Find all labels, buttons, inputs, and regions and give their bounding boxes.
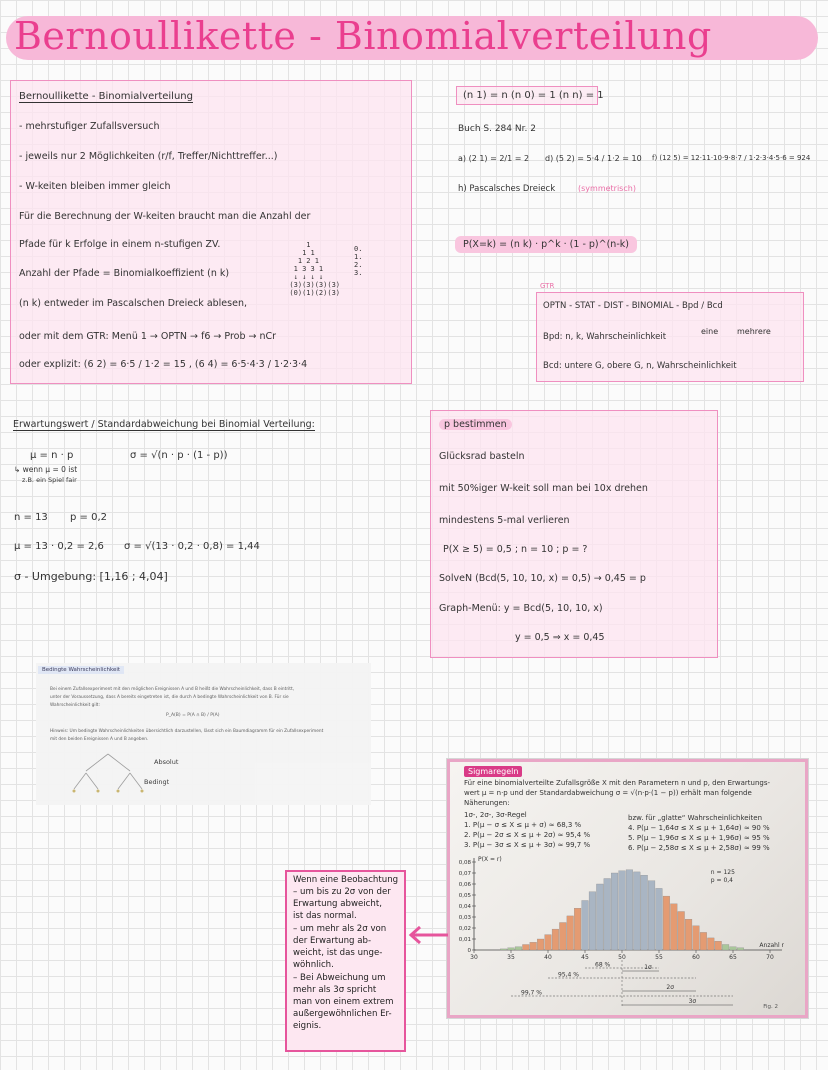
- exercise-d: d) (5 2) = 5·4 / 1·2 = 10: [545, 154, 642, 163]
- distribution-bar: [685, 919, 692, 950]
- distribution-bar: [656, 888, 663, 950]
- distribution-bar: [500, 949, 507, 950]
- erwartung-sigma: σ = √(n · p · (1 - p)): [130, 450, 228, 461]
- y-tick-label: 0,05: [458, 893, 471, 899]
- p-line-6: Graph-Menü: y = Bcd(5, 10, 10, x): [439, 603, 603, 614]
- note-line-2: – um bis zu 2σ von der: [293, 887, 391, 897]
- gtr-bcd: Bcd: untere G, obere G, n, Wahrscheinlichkeit: [543, 361, 737, 371]
- x-tick-label: 35: [507, 954, 515, 961]
- distribution-bar: [604, 879, 611, 951]
- distribution-bar: [737, 948, 744, 950]
- distribution-bar: [678, 912, 685, 951]
- distribution-bar: [663, 896, 670, 950]
- bernoulli-line-2: - jeweils nur 2 Möglichkeiten (r/f, Treffer/Nichttreffer...): [19, 151, 278, 162]
- distribution-bar: [522, 945, 529, 951]
- erwartung-mu: μ = n · p: [30, 450, 74, 461]
- distribution-bar: [648, 881, 655, 950]
- scan-bedingt: Bedingt: [144, 778, 170, 786]
- x-tick-label: 45: [581, 954, 589, 961]
- y-tick-label: 0,03: [458, 915, 471, 921]
- note-line-6: der Erwartung ab-: [293, 936, 372, 946]
- erwartung-mu-calc: μ = 13 · 0,2 = 2,6: [14, 541, 104, 552]
- p-line-3: mindestens 5-mal verlieren: [439, 515, 570, 526]
- distribution-bar: [574, 908, 581, 950]
- gtr-eine: eine: [701, 327, 719, 336]
- y-tick-label: 0,08: [458, 860, 471, 866]
- half-interval-label: 2σ: [666, 984, 675, 991]
- p-line-7: y = 0,5 ⇒ x = 0,45: [515, 632, 605, 643]
- binomial-distribution-chart: [450, 854, 799, 1012]
- exercise-h: h) Pascalsches Dreieck: [458, 184, 556, 194]
- exercise-h-note: (symmetrisch): [578, 184, 636, 193]
- binomial-identities: (n 1) = n (n 0) = 1 (n n) = 1: [456, 86, 598, 105]
- note-line-12: außergewöhnlichen Er-: [293, 1009, 392, 1019]
- scan-text-5: mit den beiden Ereignissen A und B angeben.: [50, 737, 149, 742]
- page-title: Bernoullikette - Binomialverteilung: [14, 14, 712, 58]
- y-tick-label: 0,06: [458, 882, 471, 888]
- note-line-13: eignis.: [293, 1021, 322, 1031]
- erwartung-fair-2: z.B. ein Spiel fair: [22, 476, 77, 484]
- p-line-2: mit 50%iger W-keit soll man bei 10x drehen: [439, 483, 648, 494]
- y-tick-label: 0,07: [458, 871, 471, 877]
- note-line-7: weicht, ist das unge-: [293, 948, 383, 958]
- half-interval-label: 3σ: [688, 998, 697, 1005]
- x-tick-label: 30: [470, 954, 478, 961]
- distribution-bar: [545, 935, 552, 950]
- p-line-4: P(X ≥ 5) = 0,5 ; n = 10 ; p = ?: [443, 544, 588, 555]
- note-line-10: mehr als 3σ spricht: [293, 985, 377, 995]
- bernoulli-line-9: oder explizit: (6 2) = 6·5 / 1·2 = 15 , (6 4) = 6·5·4·3 / 1·2·3·4: [19, 359, 308, 370]
- sigma-rule-2: 2. P(μ − 2σ ≤ X ≤ μ + 2σ) ≈ 95,4 %: [464, 831, 591, 839]
- bernoulli-line-5: Pfade für k Erfolge in einem n-stufigen ZV.: [19, 239, 221, 250]
- sigmaregeln-heading: Sigmaregeln: [464, 766, 522, 777]
- p-bestimmen-heading: p bestimmen: [439, 419, 512, 430]
- x-tick-label: 50: [618, 954, 626, 961]
- y-tick-label: 0: [467, 948, 471, 954]
- scan-absolut: Absolut: [154, 758, 179, 766]
- note-line-5: – um mehr als 2σ von: [293, 924, 387, 934]
- scan-formula: P_A(B) = P(A ∩ B) / P(A): [166, 713, 220, 718]
- distribution-bar: [582, 901, 589, 951]
- erwartung-fair-1: ↳ wenn μ = 0 ist: [14, 465, 78, 474]
- distribution-bar: [537, 939, 544, 950]
- x-tick-label: 70: [766, 954, 774, 961]
- note-line-8: wöhnlich.: [293, 960, 334, 970]
- distribution-bar: [589, 892, 596, 950]
- gtr-bpd: Bpd: n, k, Wahrscheinlichkeit: [543, 332, 667, 342]
- note-line-11: man von einem extrem: [293, 997, 394, 1007]
- arrow-to-photo: [406, 924, 450, 946]
- gtr-tag: GTR: [540, 282, 555, 290]
- y-tick-label: 0,01: [458, 937, 471, 943]
- scan-tree-diagram: [66, 751, 151, 795]
- note-line-9: – Bei Abweichung um: [293, 973, 386, 983]
- gtr-box: [536, 292, 804, 382]
- bernoulli-line-4: Für die Berechnung der W-keiten braucht man die Anzahl der: [19, 211, 311, 222]
- sigma-rule-6: 6. P(μ − 2,58σ ≤ X ≤ μ + 2,58σ) ≈ 99 %: [628, 844, 770, 852]
- note-line-4: ist das normal.: [293, 911, 357, 921]
- distribution-bar: [722, 945, 729, 951]
- conditional-probability-scan: [36, 663, 371, 805]
- distribution-bar: [715, 941, 722, 950]
- bernoulli-line-8: oder mit dem GTR: Menü 1 → OPTN → f6 → Prob → nCr: [19, 331, 277, 342]
- erwartung-sigma-calc: σ = √(13 · 0,2 · 0,8) = 1,44: [124, 541, 260, 552]
- sigma-umgebung: σ - Umgebung: [1,16 ; 4,04]: [14, 570, 168, 583]
- distribution-bar: [508, 948, 515, 950]
- x-tick-label: 60: [692, 954, 700, 961]
- pascal-row-index: 0. 1. 2. 3.: [354, 245, 363, 277]
- bernoulli-box: [10, 80, 412, 384]
- scan-text-1: Bei einem Zufallsexperiment mit den möglichen Ereignissen A und B heißt die Wahrscheinlichkeit, dass B eintritt,: [50, 687, 295, 692]
- distribution-bar: [700, 932, 707, 950]
- p-bestimmen-box: [430, 410, 718, 658]
- erwartung-n: n = 13: [14, 512, 48, 523]
- distribution-bar: [596, 884, 603, 950]
- distribution-bar: [611, 873, 618, 950]
- figure-label: Fig. 2: [763, 1004, 778, 1010]
- distribution-bar: [670, 904, 677, 950]
- sigma-left-title: 1σ-, 2σ-, 3σ-Regel: [464, 811, 527, 819]
- sigma-intro-2: wert μ = n·p und der Standardabweichung σ = √(n·p·(1 − p)) erhält man folgende: [464, 789, 752, 797]
- sigma-intro-3: Näherungen:: [464, 799, 510, 807]
- x-tick-label: 55: [655, 954, 663, 961]
- distribution-bar: [707, 938, 714, 950]
- sigma-rule-3: 3. P(μ − 3σ ≤ X ≤ μ + 3σ) ≈ 99,7 %: [464, 841, 591, 849]
- distribution-bar: [619, 871, 626, 950]
- distribution-bar: [626, 870, 633, 950]
- bernoulli-line-7: (n k) entweder im Pascalschen Dreieck ablesen,: [19, 298, 247, 309]
- sigma-right-title: bzw. für „glatte“ Wahrscheinlichkeiten: [628, 814, 763, 822]
- y-axis-label: P(X = r): [478, 856, 502, 863]
- interval-label: 99,7 %: [521, 989, 542, 997]
- distribution-bar: [730, 947, 737, 950]
- sigmaregeln-photo: [447, 759, 808, 1018]
- scan-heading: Bedingte Wahrscheinlichkeit: [38, 666, 124, 674]
- gtr-mehrere: mehrere: [737, 327, 771, 336]
- distribution-bar: [515, 947, 522, 950]
- distribution-bar: [567, 916, 574, 950]
- distribution-bar: [693, 926, 700, 950]
- sigma-intro-1: Für eine binomialverteilte Zufallsgröße X mit den Parametern n und p, den Erwartungs-: [464, 779, 771, 787]
- interval-label: 68 %: [595, 961, 611, 969]
- interval-label: 95,4 %: [558, 971, 579, 979]
- exercise-a: a) (2 1) = 2/1 = 2: [458, 154, 530, 163]
- x-axis-label: Anzahl r: [759, 942, 784, 949]
- distribution-bar: [552, 929, 559, 950]
- scan-text-3: Wahrscheinlichkeit gilt:: [50, 703, 100, 708]
- note-line-1: Wenn eine Beobachtung: [293, 875, 399, 885]
- x-tick-label: 40: [544, 954, 552, 961]
- scan-text-2: unter der Voraussetzung, dass A bereits eingetreten ist, die durch A bedingte Wahrscheinlichkeit von B. Für sie: [50, 695, 289, 700]
- exercise-f: f) (12 5) = 12·11·10·9·8·7 / 1·2·3·4·5·6 = 924: [652, 154, 811, 162]
- y-tick-label: 0,04: [458, 904, 471, 910]
- erwartung-heading: Erwartungswert / Standardabweichung bei Binomial Verteilung:: [13, 419, 315, 430]
- sigma-rule-5: 5. P(μ − 1,96σ ≤ X ≤ μ + 1,96σ) ≈ 95 %: [628, 834, 770, 842]
- distribution-bar: [559, 923, 566, 951]
- book-reference: Buch S. 284 Nr. 2: [458, 124, 536, 134]
- sigma-rule-4: 4. P(μ − 1,64σ ≤ X ≤ μ + 1,64σ) ≈ 90 %: [628, 824, 770, 832]
- scan-text-4: Hinweis: Um bedingte Wahrscheinlichkeiten übersichtlich darzustellen, lässt sich ein Baumdiagramm für ein Zufallsexperiment: [50, 729, 324, 734]
- y-tick-label: 0,02: [458, 926, 471, 932]
- distribution-bar: [641, 875, 648, 950]
- p-line-1: Glücksrad basteln: [439, 451, 525, 462]
- distribution-bar: [633, 872, 640, 950]
- chart-param-n: n = 125: [710, 869, 735, 876]
- distribution-bar: [530, 942, 537, 950]
- bernoulli-heading: Bernoullikette - Binomialverteilung: [19, 91, 193, 102]
- erwartung-p: p = 0,2: [70, 512, 107, 523]
- pascal-triangle: 1 1 1 1 2 1 1 3 3 1 ↓ ↓ ↓ ↓ (3)(3)(3)(3) (0)(1)(2)(3): [289, 241, 341, 297]
- bernoulli-line-1: - mehrstufiger Zufallsversuch: [19, 121, 160, 132]
- bernoulli-line-3: - W-keiten bleiben immer gleich: [19, 181, 171, 192]
- p-line-5: SolveN (Bcd(5, 10, 10, x) = 0,5) → 0,45 = p: [439, 573, 646, 584]
- sigma-note-box: [285, 870, 406, 1052]
- chart-param-p: p = 0,4: [710, 877, 734, 884]
- sigma-rule-1: 1. P(μ − σ ≤ X ≤ μ + σ) ≈ 68,3 %: [464, 821, 582, 829]
- binomial-formula: P(X=k) = (n k) · p^k · (1 - p)^(n-k): [455, 236, 637, 253]
- half-interval-label: 1σ: [644, 964, 652, 971]
- gtr-menu: OPTN - STAT - DIST - BINOMIAL - Bpd / Bcd: [543, 301, 723, 311]
- note-line-3: Erwartung abweicht,: [293, 899, 382, 909]
- bernoulli-line-6: Anzahl der Pfade = Binomialkoeffizient (n k): [19, 268, 230, 279]
- x-tick-label: 65: [729, 954, 737, 961]
